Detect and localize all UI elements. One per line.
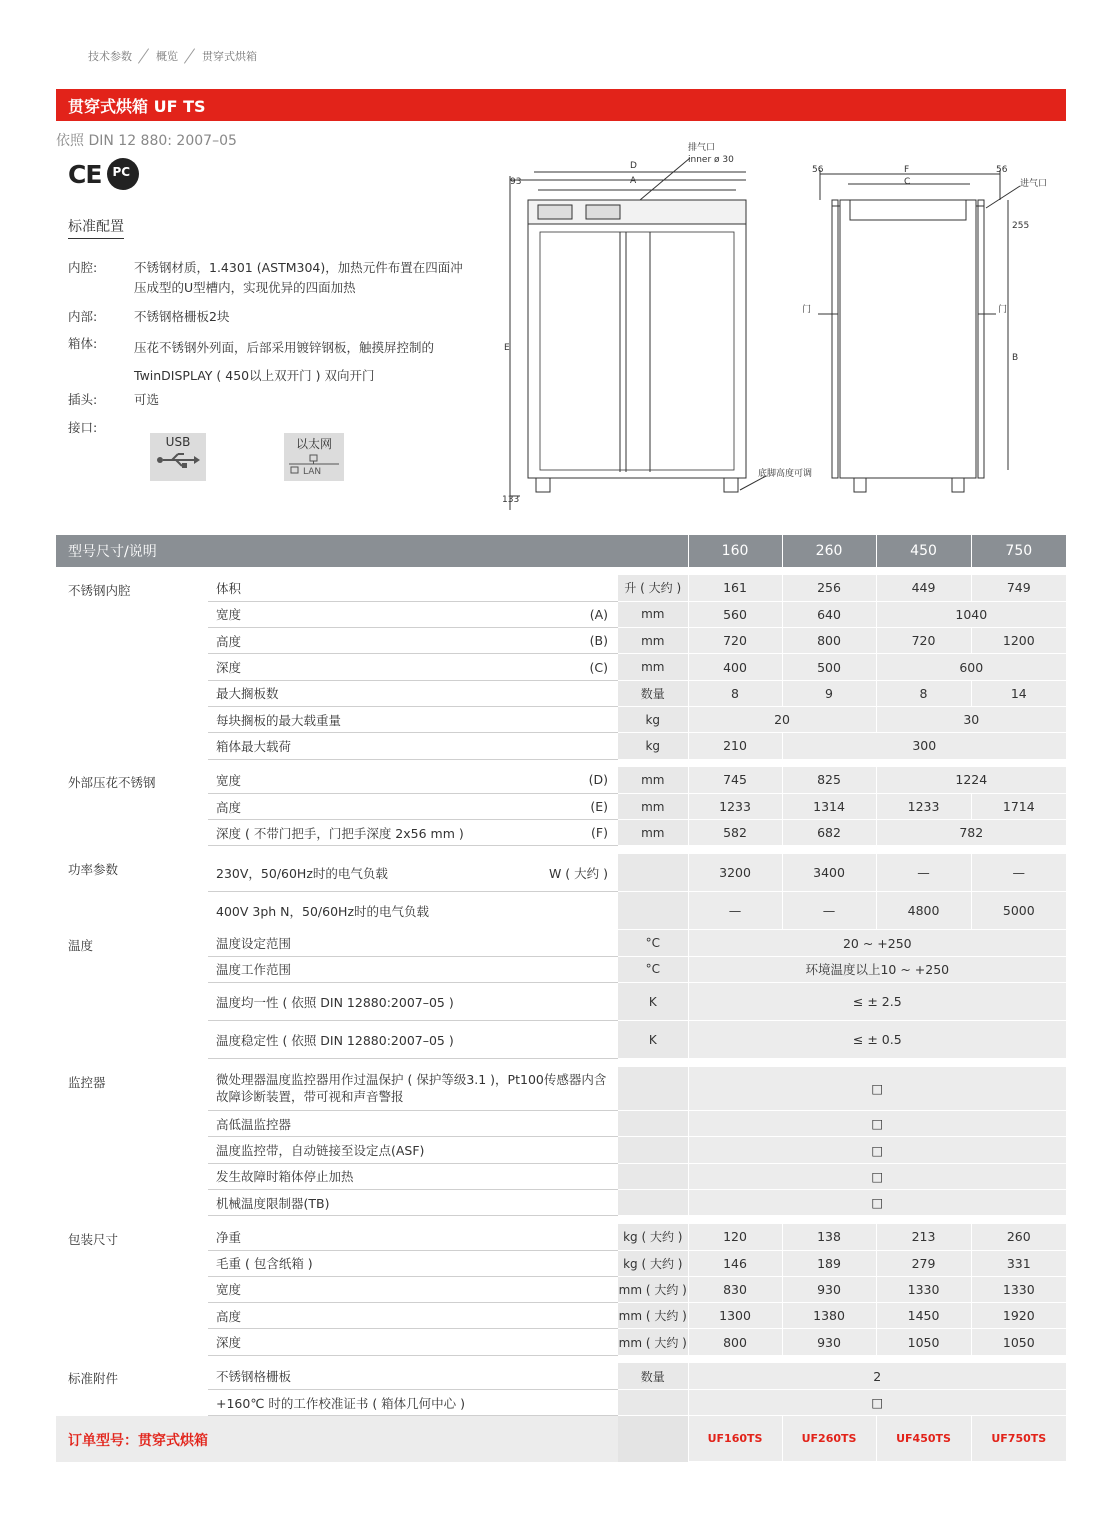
group-label: 温度 xyxy=(56,930,208,1059)
table-row xyxy=(56,1067,1066,1111)
cell-value: □ xyxy=(688,1111,1066,1137)
row-unit: mm xyxy=(618,654,688,680)
row-label: 温度均一性 ( 依照 DIN 12880:2007–05 ) xyxy=(208,983,536,1021)
row-tag: (B) xyxy=(536,628,618,654)
breadcrumb-item[interactable]: 贯穿式烘箱 xyxy=(202,50,257,63)
table-row xyxy=(56,1363,1066,1389)
spec-key: 内腔: xyxy=(68,260,98,275)
pct-mark-icon xyxy=(107,158,139,190)
row-label: 宽度 xyxy=(208,1276,536,1302)
row-label: 230V，50/60Hz时的电气负载 xyxy=(208,854,536,892)
cell-value: 1314 xyxy=(782,793,876,819)
order-number[interactable]: UF750TS xyxy=(971,1416,1066,1462)
spec-key: 插头: xyxy=(68,392,98,407)
cell-value: 8 xyxy=(876,680,971,706)
row-unit: 升 ( 大约 ) xyxy=(618,575,688,601)
model-header: 160 xyxy=(688,535,782,567)
table-row xyxy=(56,628,1066,654)
group-label: 不锈钢内腔 xyxy=(56,575,208,759)
row-label: 微处理器温度监控器用作过温保护 ( 保护等级3.1 )，Pt100传感器内含故障诊断装置，带可视和声音警报 xyxy=(208,1067,618,1111)
table-row xyxy=(56,983,1066,1021)
cell-value: 3400 xyxy=(782,854,876,892)
row-unit: kg ( 大约 ) xyxy=(618,1224,688,1250)
row-label: 温度设定范围 xyxy=(208,930,536,956)
row-label: 高度 xyxy=(208,628,536,654)
table-header-label: 型号尺寸/说明 xyxy=(56,535,688,567)
group-label: 标准附件 xyxy=(56,1363,208,1416)
cell-value: 720 xyxy=(688,628,782,654)
breadcrumb-item[interactable]: 概览 xyxy=(156,50,178,63)
cell-value: 800 xyxy=(688,1329,782,1355)
row-label: 每块搁板的最大载重量 xyxy=(208,706,536,732)
cell-value: 1050 xyxy=(971,1329,1066,1355)
table-row xyxy=(56,793,1066,819)
breadcrumb-item[interactable]: 技术参数 xyxy=(88,50,132,63)
order-row xyxy=(56,1416,1066,1462)
cell-value: — xyxy=(876,854,971,892)
cell-value: ≤ ± 0.5 xyxy=(688,1021,1066,1059)
cell-value: 30 xyxy=(876,706,1066,732)
row-label: 深度 xyxy=(208,1329,536,1355)
row-unit: mm ( 大约 ) xyxy=(618,1303,688,1329)
row-label: 净重 xyxy=(208,1224,536,1250)
group-label: 包装尺寸 xyxy=(56,1224,208,1355)
cell-value: 782 xyxy=(876,820,1066,846)
intake-label: 进气口 xyxy=(1020,179,1048,189)
row-label: 最大搁板数 xyxy=(208,680,536,706)
ethernet-label: 以太网 xyxy=(295,437,332,451)
row-label: 体积 xyxy=(208,575,536,601)
cell-value: 825 xyxy=(782,767,876,793)
cell-value: 1040 xyxy=(876,601,1066,627)
breadcrumb xyxy=(88,48,257,64)
row-label: 高低温监控器 xyxy=(208,1111,618,1137)
row-label: 发生故障时箱体停止加热 xyxy=(208,1163,618,1189)
table-row xyxy=(56,1276,1066,1302)
cell-value: □ xyxy=(688,1137,1066,1163)
cell-value: 400 xyxy=(688,654,782,680)
dim-133: 133 xyxy=(502,495,520,505)
standard-config-heading: 标准配置 xyxy=(68,216,124,239)
row-label: 高度 xyxy=(208,1303,536,1329)
group-label: 外部压花不锈钢 xyxy=(56,767,208,846)
table-row xyxy=(56,1189,1066,1215)
cell-value: □ xyxy=(688,1067,1066,1111)
group-label: 监控器 xyxy=(56,1067,208,1216)
order-label: 订单型号：贯穿式烘箱 xyxy=(56,1416,618,1462)
row-unit: °C xyxy=(618,956,688,982)
table-row xyxy=(56,1250,1066,1276)
front-view-body xyxy=(528,200,746,478)
row-unit: 数量 xyxy=(618,680,688,706)
cell-value: 1380 xyxy=(782,1303,876,1329)
row-label: 深度 ( 不带门把手，门把手深度 2x56 mm ) xyxy=(208,820,536,846)
cell-value: 331 xyxy=(971,1250,1066,1276)
cell-value: 745 xyxy=(688,767,782,793)
cell-value: 210 xyxy=(688,733,782,759)
cell-value: 640 xyxy=(782,601,876,627)
row-tag: (E) xyxy=(536,793,618,819)
row-label: 温度稳定性 ( 依照 DIN 12880:2007–05 ) xyxy=(208,1021,536,1059)
dim-a: A xyxy=(630,176,637,186)
cell-value: ≤ ± 2.5 xyxy=(688,983,1066,1021)
cell-value: 14 xyxy=(971,680,1066,706)
cell-value: 2 xyxy=(688,1363,1066,1389)
cell-value: 1233 xyxy=(876,793,971,819)
row-unit: mm ( 大约 ) xyxy=(618,1276,688,1302)
row-label: 400V 3ph N，50/60Hz时的电气负载 xyxy=(216,904,430,920)
side-view-body xyxy=(840,200,976,478)
spec-table xyxy=(56,535,1066,1462)
table-row xyxy=(56,1163,1066,1189)
dim-c: C xyxy=(904,177,911,187)
cell-value: 749 xyxy=(971,575,1066,601)
cell-value: 20 ~ +250 xyxy=(688,930,1066,956)
cell-value: 720 xyxy=(876,628,971,654)
row-unit: mm xyxy=(618,767,688,793)
cell-value: 3200 xyxy=(688,854,782,892)
row-unit: 数量 xyxy=(618,1363,688,1389)
group-label: 功率参数 xyxy=(56,854,208,930)
table-row xyxy=(56,706,1066,732)
row-unit: °C xyxy=(618,930,688,956)
cell-value: 500 xyxy=(782,654,876,680)
dim-d: D xyxy=(630,161,637,171)
technical-drawing xyxy=(500,136,1060,524)
row-label: +160℃ 时的工作校准证书 ( 箱体几何中心 ) xyxy=(208,1390,618,1416)
usb-label: USB xyxy=(165,435,191,449)
spec-key: 内部: xyxy=(68,309,98,324)
cell-value: 1714 xyxy=(971,793,1066,819)
ethernet-interface xyxy=(284,433,344,481)
cell-value: 1224 xyxy=(876,767,1066,793)
certification-marks xyxy=(68,158,139,190)
row-tag: (A) xyxy=(536,601,618,627)
cell-value: 1050 xyxy=(876,1329,971,1355)
row-label: 毛重 ( 包含纸箱 ) xyxy=(208,1250,536,1276)
cell-value: — xyxy=(971,854,1066,892)
cell-value: 146 xyxy=(688,1250,782,1276)
row-tag: (F) xyxy=(536,820,618,846)
spec-value: 压花不锈钢外列面，后部采用镀锌钢板，触摸屏控制的TwinDISPLAY ( 450以上双开门 ) 双向开门 xyxy=(134,340,435,383)
table-row xyxy=(56,956,1066,982)
cell-value: □ xyxy=(688,1189,1066,1215)
spec-key: 接口: xyxy=(68,420,98,435)
cell-value: 560 xyxy=(688,601,782,627)
row-unit: mm xyxy=(618,601,688,627)
cell-value: 20 xyxy=(688,706,876,732)
cell-value: 300 xyxy=(782,733,1066,759)
cell-value: 环境温度以上10 ~ +250 xyxy=(688,956,1066,982)
door-label-left: 门 xyxy=(802,305,812,315)
table-row xyxy=(56,654,1066,680)
table-row xyxy=(56,1021,1066,1059)
table-row xyxy=(56,601,1066,627)
lan-text: LAN xyxy=(303,467,322,476)
table-row xyxy=(56,1224,1066,1250)
cell-value: 161 xyxy=(688,575,782,601)
spec-key: 箱体: xyxy=(68,336,98,351)
cell-value: 1330 xyxy=(971,1276,1066,1302)
row-label: 高度 xyxy=(208,793,536,819)
spec-value: 不锈钢材质，1.4301 (ASTM304)，加热元件布置在四面冲压成型的U型槽内，实现优异的四面加热 xyxy=(134,260,463,295)
table-row xyxy=(56,680,1066,706)
row-tag: W ( 大约 ) xyxy=(536,854,618,892)
cell-value: □ xyxy=(688,1163,1066,1189)
row-label: 温度工作范围 xyxy=(208,956,536,982)
table-row xyxy=(56,1137,1066,1163)
cell-value: 1300 xyxy=(688,1303,782,1329)
cell-value: 1200 xyxy=(971,628,1066,654)
ce-mark-icon: CE xyxy=(68,159,102,189)
table-row xyxy=(56,1303,1066,1329)
row-unit: mm xyxy=(618,628,688,654)
cell-value: 449 xyxy=(876,575,971,601)
row-unit: kg xyxy=(618,706,688,732)
model-header: 260 xyxy=(782,535,876,567)
cell-value: 120 xyxy=(688,1224,782,1250)
row-label: 宽度 xyxy=(208,767,536,793)
table-row xyxy=(56,892,1066,930)
cell-value: □ xyxy=(688,1390,1066,1416)
dim-e: E xyxy=(504,343,510,353)
cell-value: 213 xyxy=(876,1224,971,1250)
cell-value: 8 xyxy=(688,680,782,706)
cell-value: 189 xyxy=(782,1250,876,1276)
table-row xyxy=(56,1111,1066,1137)
cell-value: 682 xyxy=(782,820,876,846)
table-row xyxy=(56,767,1066,793)
cell-value: 830 xyxy=(688,1276,782,1302)
cell-value: — xyxy=(782,892,876,930)
spec-value: 不锈钢格栅板2块 xyxy=(134,309,230,324)
table-row xyxy=(56,575,1066,601)
row-unit: kg ( 大约 ) xyxy=(618,1250,688,1276)
cell-value: 1330 xyxy=(876,1276,971,1302)
row-unit: kg xyxy=(618,733,688,759)
page-subtitle: 依照 DIN 12 880: 2007–05 xyxy=(56,133,237,149)
row-label: 宽度 xyxy=(208,601,536,627)
row-unit: K xyxy=(618,983,688,1021)
feet-label: 底脚高度可调 xyxy=(758,469,813,479)
table-row xyxy=(56,854,1066,892)
row-label: 箱体最大载荷 xyxy=(208,733,536,759)
dim-93: 93 xyxy=(510,177,522,187)
cell-value: 260 xyxy=(971,1224,1066,1250)
usb-interface xyxy=(150,433,206,481)
breadcrumb-separator xyxy=(136,48,152,64)
cell-value: 138 xyxy=(782,1224,876,1250)
model-header: 750 xyxy=(971,535,1066,567)
dim-56-right: 56 xyxy=(996,165,1008,175)
cell-value: 582 xyxy=(688,820,782,846)
row-unit: mm xyxy=(618,820,688,846)
page-title: 贯穿式烘箱 UF TS xyxy=(56,89,1066,121)
dim-56-left: 56 xyxy=(812,165,824,175)
dim-b: B xyxy=(1012,353,1019,363)
cell-value: 9 xyxy=(782,680,876,706)
breadcrumb-separator xyxy=(182,48,198,64)
usb-icon xyxy=(150,451,206,472)
table-row xyxy=(56,1390,1066,1416)
cell-value: 800 xyxy=(782,628,876,654)
exhaust-dim-label: inner ø 30 xyxy=(688,155,734,165)
row-unit: K xyxy=(618,1021,688,1059)
row-tag: (D) xyxy=(536,767,618,793)
row-tag: (C) xyxy=(536,654,618,680)
door-label-right: 门 xyxy=(998,305,1008,315)
order-number[interactable]: UF450TS xyxy=(876,1416,971,1462)
row-label: 不锈钢格栅板 xyxy=(208,1363,536,1389)
cell-value: — xyxy=(688,892,782,930)
order-number[interactable]: UF160TS xyxy=(688,1416,782,1462)
table-header-row xyxy=(56,535,1066,567)
dim-f: F xyxy=(904,165,910,175)
table-row xyxy=(56,1329,1066,1355)
row-label: 机械温度限制器(TB) xyxy=(208,1189,618,1215)
cell-value: 1920 xyxy=(971,1303,1066,1329)
dim-255: 255 xyxy=(1012,221,1030,231)
row-label: 深度 xyxy=(208,654,536,680)
cell-value: 5000 xyxy=(971,892,1066,930)
cell-value: 4800 xyxy=(876,892,971,930)
row-label: 温度监控带，自动链接至设定点(ASF) xyxy=(208,1137,618,1163)
order-number[interactable]: UF260TS xyxy=(782,1416,876,1462)
row-unit: mm ( 大约 ) xyxy=(618,1329,688,1355)
model-header: 450 xyxy=(876,535,971,567)
cell-value: 256 xyxy=(782,575,876,601)
table-row xyxy=(56,930,1066,956)
cell-value: 930 xyxy=(782,1276,876,1302)
spec-value: 可选 xyxy=(134,392,160,407)
cell-value: 279 xyxy=(876,1250,971,1276)
exhaust-label: 排气口 xyxy=(688,143,716,153)
row-unit: mm xyxy=(618,793,688,819)
cell-value: 1233 xyxy=(688,793,782,819)
table-row xyxy=(56,733,1066,759)
cell-value: 600 xyxy=(876,654,1066,680)
lan-icon xyxy=(284,454,344,479)
cell-value: 930 xyxy=(782,1329,876,1355)
table-row xyxy=(56,820,1066,846)
cell-value: 1450 xyxy=(876,1303,971,1329)
